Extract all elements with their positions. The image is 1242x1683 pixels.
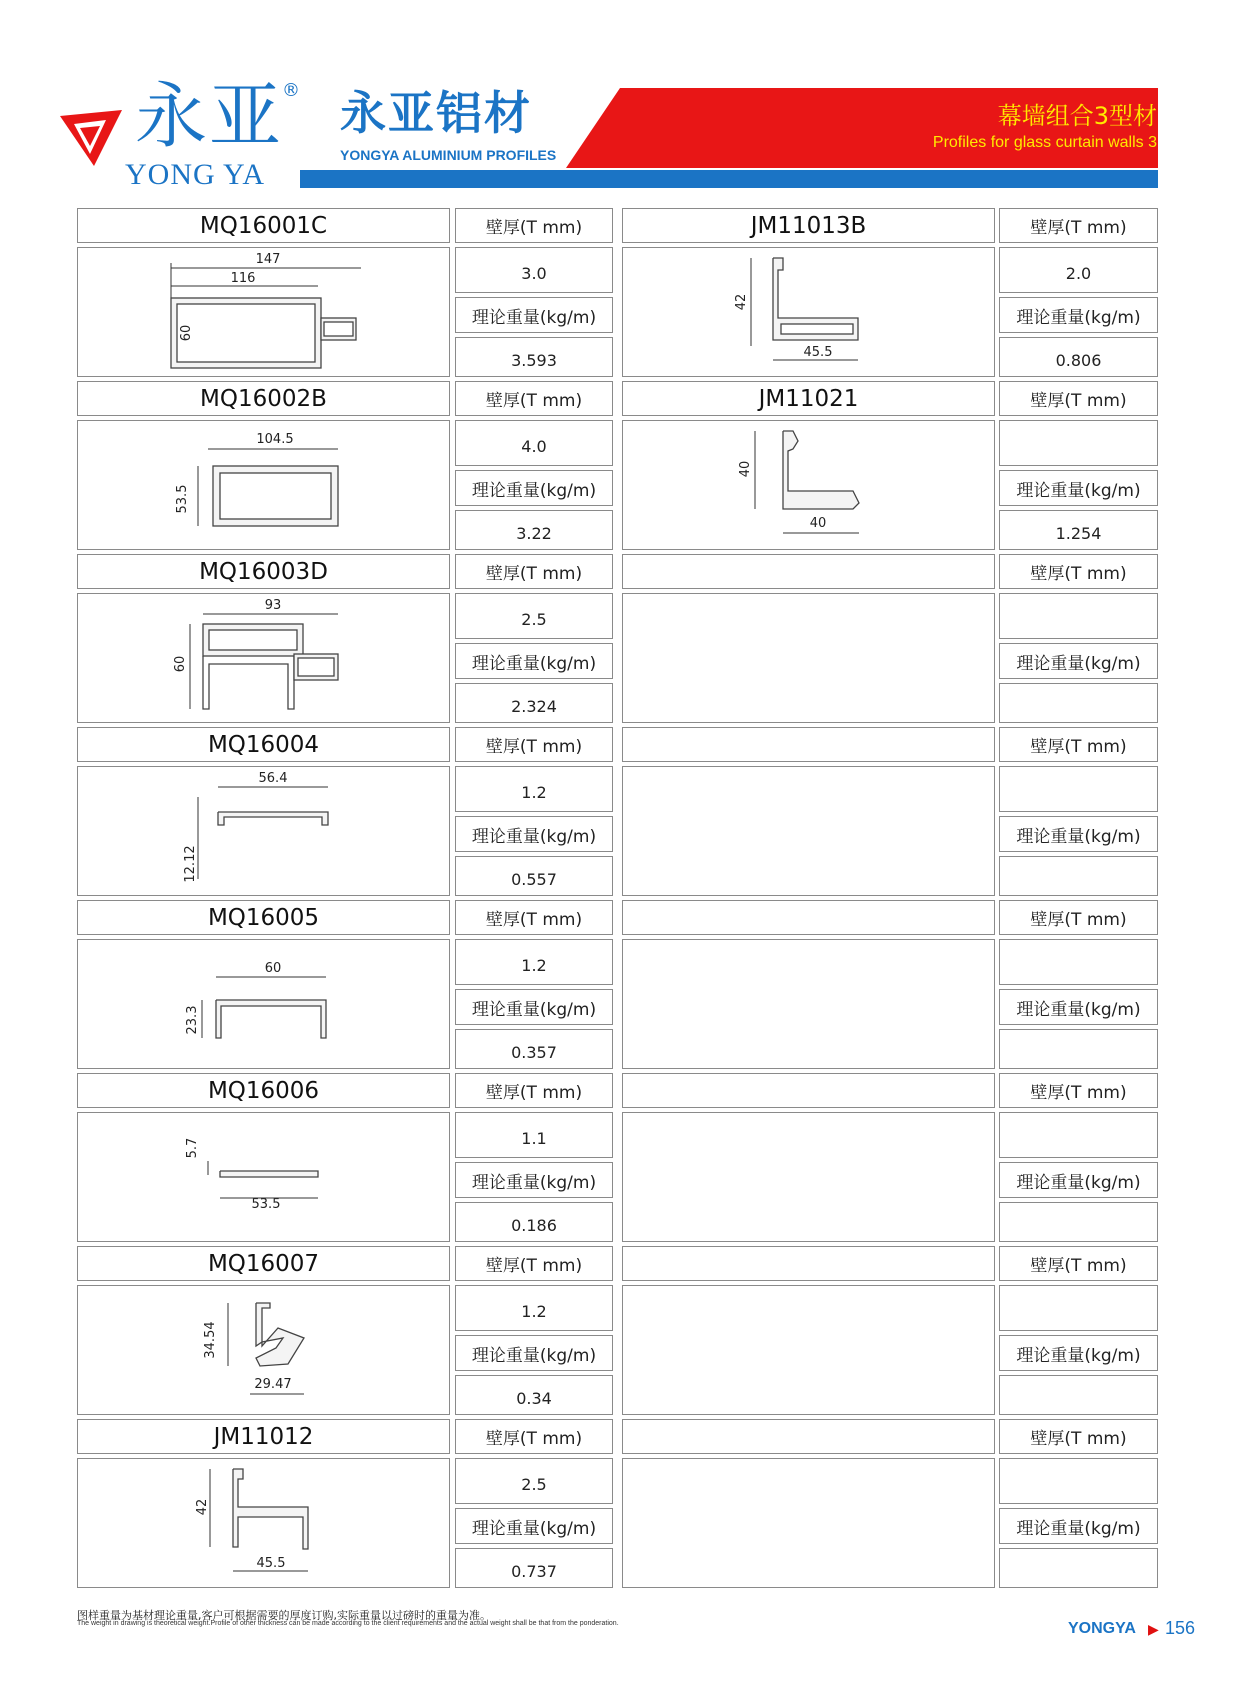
thickness-value — [999, 1285, 1158, 1331]
weight-label: 理论重量(kg/m) — [455, 1335, 613, 1371]
dimension-label: 60 — [173, 655, 188, 673]
dimension-label: 29.47 — [254, 1377, 292, 1392]
weight-label: 理论重量(kg/m) — [455, 470, 613, 506]
profile-code: MQ16004 — [77, 727, 450, 762]
thickness-label: 壁厚(T mm) — [455, 1419, 613, 1454]
profile-drawing — [622, 766, 995, 896]
dimension-label: 116 — [230, 271, 256, 286]
dimension-label: 93 — [264, 598, 282, 613]
footer-note-cn: 图样重量为基材理论重量,客户可根据需要的厚度订购,实际重量以过磅时的重量为准。 — [77, 1609, 491, 1622]
thickness-label: 壁厚(T mm) — [455, 554, 613, 589]
profile-section-diagram — [78, 594, 451, 724]
weight-label: 理论重量(kg/m) — [999, 1335, 1158, 1371]
weight-value — [999, 1202, 1158, 1242]
weight-label: 理论重量(kg/m) — [999, 1162, 1158, 1198]
footer-arrow-icon: ▶ — [1148, 1622, 1159, 1638]
thickness-label: 壁厚(T mm) — [455, 900, 613, 935]
weight-value: 3.593 — [455, 337, 613, 377]
weight-value — [999, 1375, 1158, 1415]
weight-label: 理论重量(kg/m) — [999, 643, 1158, 679]
logo-icon — [60, 110, 122, 172]
profile-drawing — [622, 1285, 995, 1415]
dimension-label: 40 — [738, 460, 753, 478]
thickness-value — [999, 1458, 1158, 1504]
dimension-label: 34.54 — [203, 1321, 218, 1359]
company-name-en: YONGYA ALUMINIUM PROFILES — [340, 147, 557, 163]
weight-label: 理论重量(kg/m) — [455, 1162, 613, 1198]
thickness-label: 壁厚(T mm) — [455, 1073, 613, 1108]
profile-drawing — [77, 1458, 450, 1588]
profile-code: MQ16002B — [77, 381, 450, 416]
profile-code: JM11021 — [622, 381, 995, 416]
weight-value: 0.737 — [455, 1548, 613, 1588]
weight-label: 理论重量(kg/m) — [999, 470, 1158, 506]
thickness-label: 壁厚(T mm) — [999, 1073, 1158, 1108]
weight-label: 理论重量(kg/m) — [999, 816, 1158, 852]
weight-value — [999, 683, 1158, 723]
dimension-label: 60 — [264, 961, 282, 976]
profile-section-diagram — [78, 421, 451, 551]
thickness-label: 壁厚(T mm) — [455, 208, 613, 243]
weight-label: 理论重量(kg/m) — [455, 1508, 613, 1544]
weight-label: 理论重量(kg/m) — [999, 989, 1158, 1025]
thickness-label: 壁厚(T mm) — [999, 1419, 1158, 1454]
dimension-label: 12.12 — [183, 845, 198, 883]
thickness-label: 壁厚(T mm) — [999, 381, 1158, 416]
thickness-label: 壁厚(T mm) — [455, 727, 613, 762]
thickness-value: 4.0 — [455, 420, 613, 466]
dimension-label: 53.5 — [175, 484, 190, 514]
thickness-value: 2.0 — [999, 247, 1158, 293]
profile-code: MQ16003D — [77, 554, 450, 589]
dimension-label: 45.5 — [803, 345, 833, 360]
weight-label: 理论重量(kg/m) — [455, 643, 613, 679]
thickness-value — [999, 1112, 1158, 1158]
profile-section-diagram — [78, 767, 451, 897]
thickness-label: 壁厚(T mm) — [999, 208, 1158, 243]
profile-code — [622, 1073, 995, 1108]
profile-code — [622, 1246, 995, 1281]
dimension-label: 147 — [255, 252, 281, 267]
thickness-value — [999, 939, 1158, 985]
dimension-label: 56.4 — [258, 771, 288, 786]
weight-value: 0.557 — [455, 856, 613, 896]
footer-note-en: The weight in drawing is theoretical weight.Profile of other thickness can be made according to the client requirements and the actual weight shall be that from the ponderation. — [77, 1620, 619, 1627]
dimension-label: 23.3 — [185, 1005, 200, 1035]
dimension-label: 40 — [809, 516, 827, 531]
profile-drawing — [622, 593, 995, 723]
thickness-value: 3.0 — [455, 247, 613, 293]
profile-code: MQ16001C — [77, 208, 450, 243]
weight-value: 0.806 — [999, 337, 1158, 377]
thickness-value: 1.2 — [455, 766, 613, 812]
profile-drawing — [622, 420, 995, 550]
profile-section-diagram — [78, 1113, 451, 1243]
registered-mark: ® — [282, 80, 300, 101]
thickness-value — [999, 420, 1158, 466]
weight-value — [999, 856, 1158, 896]
profile-drawing — [77, 1112, 450, 1242]
company-name-cn: 永亚铝材 — [340, 86, 532, 140]
dimension-label: 42 — [734, 293, 749, 311]
weight-label: 理论重量(kg/m) — [455, 297, 613, 333]
profile-drawing — [77, 939, 450, 1069]
weight-value: 0.357 — [455, 1029, 613, 1069]
thickness-value: 2.5 — [455, 593, 613, 639]
weight-value: 3.22 — [455, 510, 613, 550]
weight-value: 2.324 — [455, 683, 613, 723]
thickness-label: 壁厚(T mm) — [455, 381, 613, 416]
profile-code: JM11013B — [622, 208, 995, 243]
dimension-label: 53.5 — [251, 1197, 281, 1212]
thickness-value — [999, 593, 1158, 639]
profile-code: MQ16005 — [77, 900, 450, 935]
thickness-value: 2.5 — [455, 1458, 613, 1504]
weight-value: 1.254 — [999, 510, 1158, 550]
profile-section-diagram — [78, 248, 451, 378]
weight-value: 0.34 — [455, 1375, 613, 1415]
profile-code — [622, 1419, 995, 1454]
weight-value — [999, 1548, 1158, 1588]
profile-drawing — [77, 1285, 450, 1415]
profile-drawing — [622, 1458, 995, 1588]
thickness-label: 壁厚(T mm) — [999, 1246, 1158, 1281]
profile-code — [622, 554, 995, 589]
brand-name-cn: 永亚 — [135, 74, 284, 158]
thickness-label: 壁厚(T mm) — [999, 727, 1158, 762]
thickness-value: 1.2 — [455, 1285, 613, 1331]
series-title-cn: 幕墙组合3型材 — [997, 102, 1157, 130]
profile-drawing — [77, 766, 450, 896]
footer-brand: YONGYA — [1068, 1620, 1136, 1637]
dimension-label: 104.5 — [256, 432, 294, 447]
thickness-value: 1.1 — [455, 1112, 613, 1158]
weight-label: 理论重量(kg/m) — [455, 989, 613, 1025]
profile-drawing — [77, 593, 450, 723]
profile-code — [622, 900, 995, 935]
thickness-value: 1.2 — [455, 939, 613, 985]
weight-label: 理论重量(kg/m) — [999, 297, 1158, 333]
thickness-label: 壁厚(T mm) — [455, 1246, 613, 1281]
weight-label: 理论重量(kg/m) — [999, 1508, 1158, 1544]
profile-section-diagram — [623, 421, 996, 551]
profile-code — [622, 727, 995, 762]
profile-code: JM11012 — [77, 1419, 450, 1454]
profile-section-diagram — [78, 940, 451, 1070]
dimension-label: 42 — [195, 1498, 210, 1516]
profile-drawing — [622, 247, 995, 377]
profile-drawing — [77, 420, 450, 550]
profile-section-diagram — [623, 248, 996, 378]
profile-section-diagram — [78, 1459, 451, 1589]
profile-code: MQ16007 — [77, 1246, 450, 1281]
profile-drawing — [77, 247, 450, 377]
weight-label: 理论重量(kg/m) — [455, 816, 613, 852]
dimension-label: 60 — [179, 324, 194, 342]
profile-section-diagram — [78, 1286, 451, 1416]
thickness-value — [999, 766, 1158, 812]
brand-name-en: YONG YA — [125, 158, 266, 191]
thickness-label: 壁厚(T mm) — [999, 554, 1158, 589]
weight-value: 0.186 — [455, 1202, 613, 1242]
weight-value — [999, 1029, 1158, 1069]
dimension-label: 5.7 — [185, 1137, 200, 1159]
profile-code: MQ16006 — [77, 1073, 450, 1108]
profile-drawing — [622, 1112, 995, 1242]
thickness-label: 壁厚(T mm) — [999, 900, 1158, 935]
dimension-label: 45.5 — [256, 1556, 286, 1571]
page-number: 156 — [1165, 1618, 1196, 1638]
profile-drawing — [622, 939, 995, 1069]
series-title-en: Profiles for glass curtain walls 3 — [932, 134, 1157, 151]
